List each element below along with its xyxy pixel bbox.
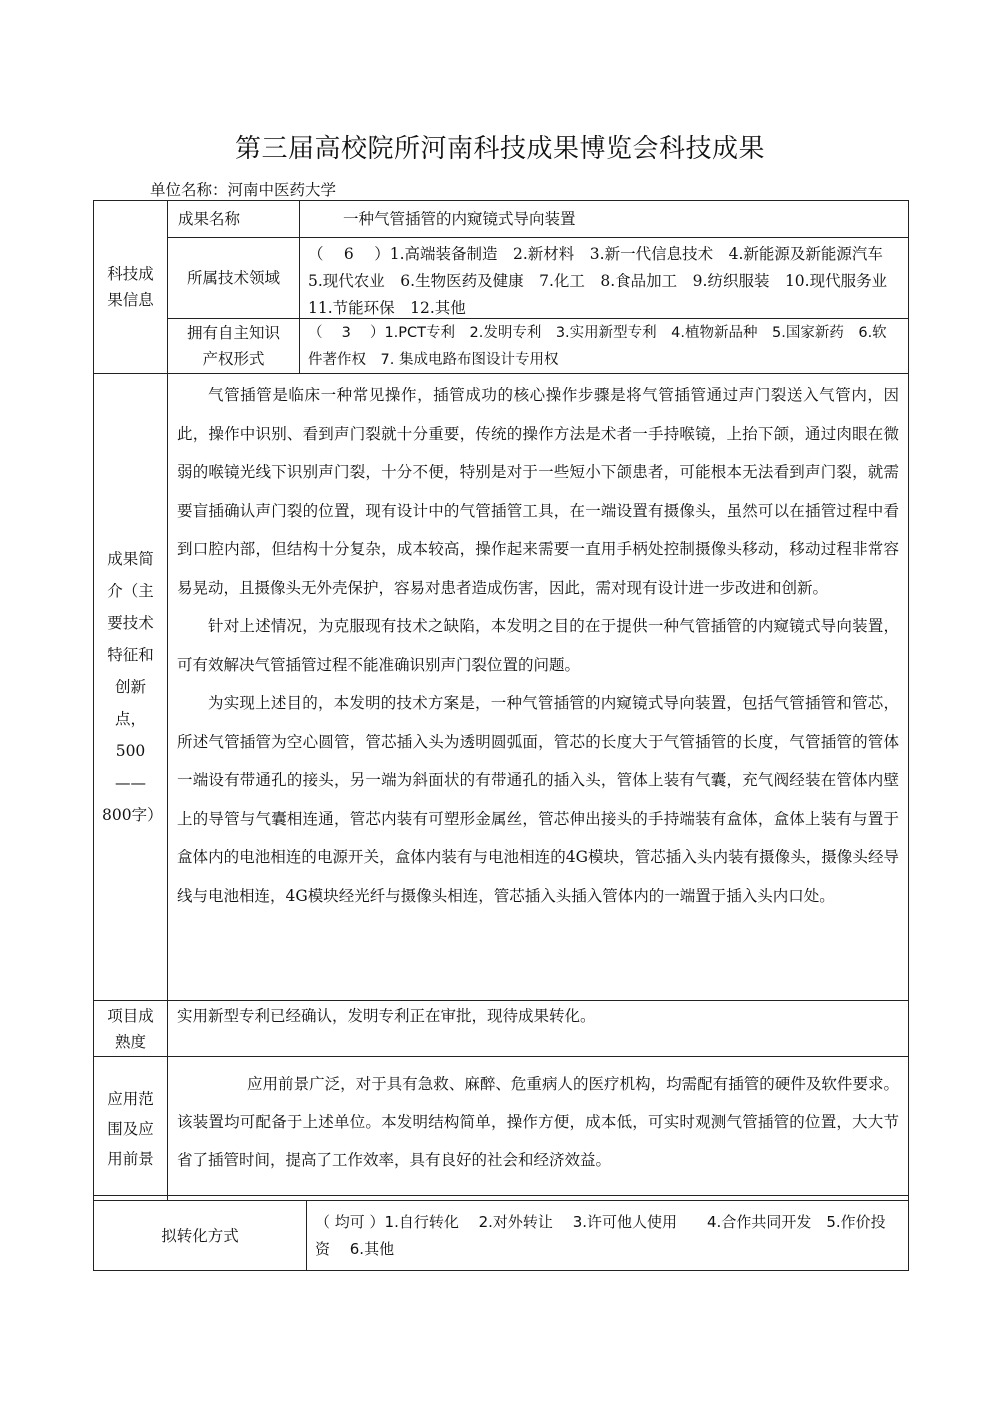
name-value-cell xyxy=(299,200,909,238)
summary-paragraph-1: 气管插管是临床一种常见操作，插管成功的核心操作步骤是将气管插管通过声门裂送入气管内，因此，操作中识别、看到声门裂就十分重要，传统的操作方法是术者一手持喉镜，上抬下颌，通过肉眼在微弱的喉镜光线下识别声门裂，十分不便，特别是对于一些短小下颌患者，可能根本无法看到声门裂，就需要盲插确认声门裂的位置，现有设计中的气管插管工具，在一端设置有摄像头，虽然可以在插管过程中看到口腔内部，但结构十分复杂，成本较高，操作起来需要一直用手柄处控制摄像头移动，移动过程非常容易晃动，且摄像头无外壳保护，容易对患者造成伤害，因此，需对现有设计进一步改进和创新。 xyxy=(177,386,899,597)
summary-text-cell xyxy=(167,373,909,1001)
application-label-cell xyxy=(93,1056,168,1201)
field-value-cell xyxy=(299,237,909,319)
field-label: 所属技术领域 xyxy=(186,269,280,287)
maturity-value: 实用新型专利已经确认，发明专利正在审批，现待成果转化。 xyxy=(177,1007,596,1025)
transfer-label: 拟转化方式 xyxy=(161,1226,239,1245)
application-value: 应用前景广泛，对于具有急救、麻醉、危重病人的医疗机构，均需配有插管的硬件及软件要求。该装置均可配备于上述单位。本发明结构简单，操作方便，成本低，可实时观测气管插管的位置，大大节省了插管时间，提高了工作效率，具有良好的社会和经济效益。 xyxy=(177,1075,899,1169)
ip-value-cell xyxy=(299,318,909,374)
section-label-info-text: 科技成果信息 xyxy=(107,265,154,309)
maturity-value-cell xyxy=(167,1000,909,1057)
field-label-cell xyxy=(167,237,300,319)
ip-value: （ 3 ）1.PCT专利 2.发明专利 3.实用新型专利 4.植物新品种 5.国家新药 6.软件著作权 7. 集成电路布图设计专用权 xyxy=(308,325,887,368)
summary-paragraph-3: 为实现上述目的，本发明的技术方案是，一种气管插管的内窥镜式导向装置，包括气管插管和管芯，所述气管插管为空心圆管，管芯插入头为透明圆弧面，管芯的长度大于气管插管的长度，气管插管的管体一端设有带通孔的接头，另一端为斜面状的有带通孔的插入头，管体上装有气囊，充气阀经装在管体内壁上的导管与气囊相连通，管芯内装有可塑形金属丝，管芯伸出接头的手持端装有盒体，盒体上装有与置于盒体内的电池相连的电源开关，盒体内装有与电池相连的4G模块，管芯插入头内装有摄像头，摄像头经导线与电池相连，4G模块经光纤与摄像头相连，管芯插入头插入管体内的一端置于插入头内口处。 xyxy=(177,694,899,905)
application-label: 应用范围及应用前景 xyxy=(107,1089,154,1168)
field-value: （ 6 ）1.高端装备制造 2.新材料 3.新一代信息技术 4.新能源及新能源汽车 5.现代农业 6.生物医药及健康 7.化工 8.食品加工 9.纺织服装 10.现代服务业 11.节能环保 12.其他 xyxy=(308,245,903,317)
ip-label: 拥有自主知识产权形式 xyxy=(186,324,280,368)
transfer-value: （ 均可 ）1.自行转化 2.对外转让 3.许可他人使用 4.合作共同开发 5.作价投资 6.其他 xyxy=(315,1213,886,1258)
name-value: 一种气管插管的内窥镜式导向装置 xyxy=(343,210,576,228)
unit-name-label: 单位名称： xyxy=(150,181,228,199)
ip-label-cell xyxy=(167,318,300,374)
unit-name xyxy=(150,178,336,200)
transfer-value-cell xyxy=(306,1200,909,1271)
summary-paragraph-2: 针对上述情况，为克服现有技术之缺陷，本发明之目的在于提供一种气管插管的内窥镜式导向装置，可有效解决气管插管过程不能准确识别声门裂位置的问题。 xyxy=(177,617,899,674)
maturity-label: 项目成熟度 xyxy=(107,1006,154,1051)
summary-label-cell xyxy=(93,373,168,1001)
transfer-label-cell xyxy=(93,1200,307,1271)
application-value-cell xyxy=(167,1056,909,1201)
section-label-info xyxy=(93,200,168,374)
name-label: 成果名称 xyxy=(178,210,241,228)
maturity-label-cell xyxy=(93,1000,168,1057)
summary-label: 成果简介（主要技术特征和创新点，500——800字） xyxy=(102,550,163,824)
page-title: 第三届高校院所河南科技成果博览会科技成果 xyxy=(234,134,765,164)
name-label-cell xyxy=(167,200,300,238)
unit-name-value: 河南中医药大学 xyxy=(227,181,337,199)
row-divider xyxy=(93,1195,909,1196)
